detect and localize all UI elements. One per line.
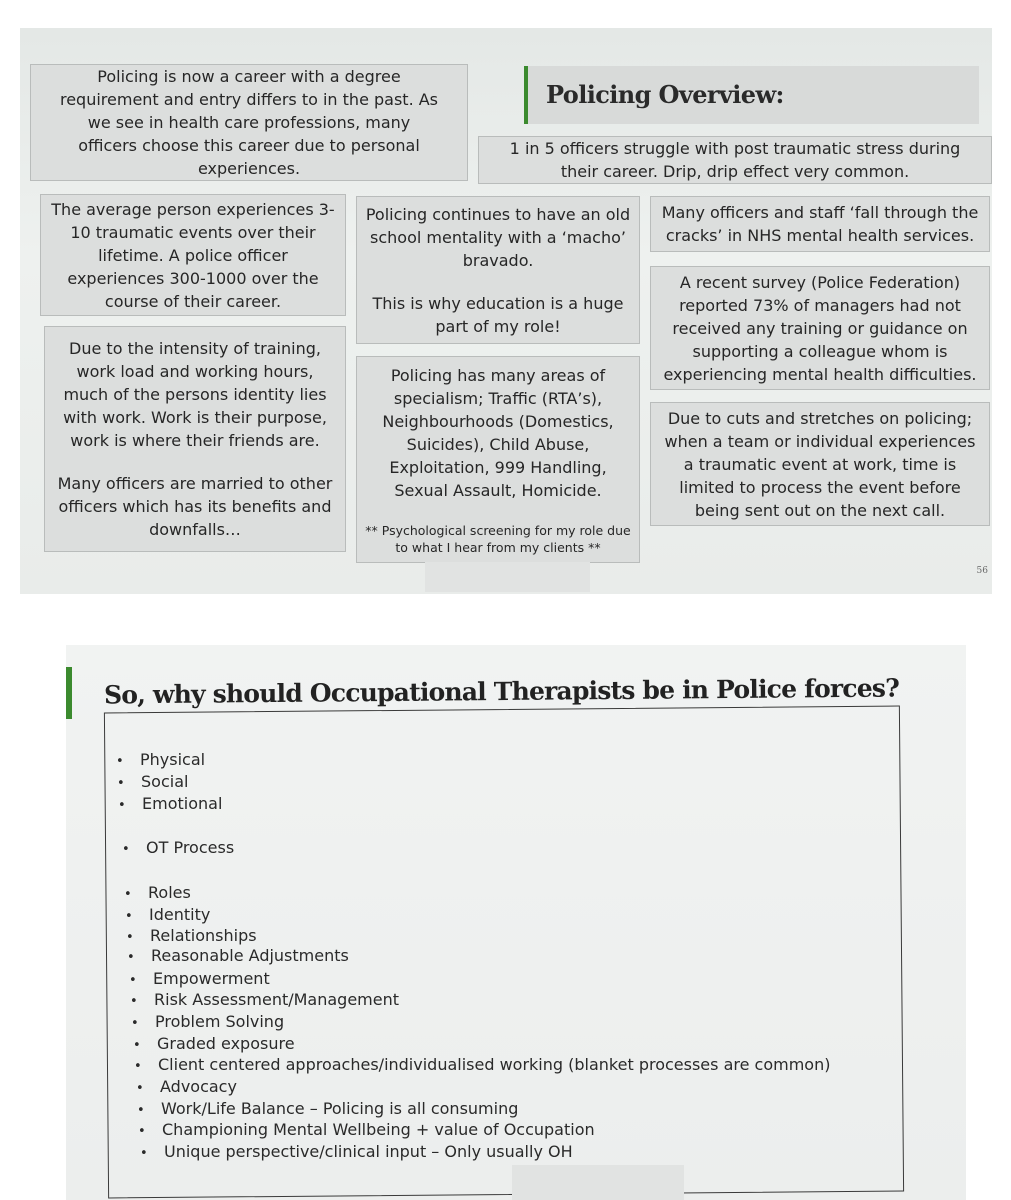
list-item: • Physical	[116, 750, 206, 769]
slide-why-ot	[66, 645, 966, 1200]
slide-policing-overview	[20, 28, 992, 594]
list-item: • Reasonable Adjustments	[127, 946, 349, 965]
list-item: • Relationships	[126, 926, 257, 945]
list-item: • Identity	[125, 905, 211, 924]
ptsd-box	[478, 136, 992, 184]
identity-box	[44, 326, 346, 552]
title-block	[524, 66, 979, 124]
macho-text: Policing continues to have an old school mentality with a ‘macho’ bravado.	[365, 204, 631, 270]
list-item: • OT Process	[122, 838, 235, 857]
traumatic-events-text: The average person experiences 3-10 traumatic events over their lifetime. A police officer experiences 300-1000 over the course of their career.	[51, 199, 335, 311]
title-accent-bar	[524, 66, 528, 124]
list-item: • Graded exposure	[133, 1034, 295, 1053]
list-item: • Roles	[124, 883, 191, 902]
identity-text: Due to the intensity of training, work load and working hours, much of the persons identity lies with work. Work is their purpose, work is where their friends are.	[63, 339, 327, 450]
cuts-text: Due to cuts and stretches on policing; when a team or individual experiences a traumatic event at work, time is limited to process the event before being sent out on the next call.	[664, 408, 976, 520]
macho-box	[356, 196, 640, 344]
list-item: • Emotional	[118, 794, 223, 813]
list-item: • Social	[117, 772, 189, 791]
intro-text: Policing is now a career with a degree requirement and entry differs to in the past. As we see in health care professions, many officers choose this career due to personal experiences.	[59, 67, 439, 178]
screening-text: ** Psychological screening for my role due to what I hear from my clients **	[365, 522, 631, 555]
page-number: 56	[976, 566, 988, 576]
list-item: • Work/Life Balance – Policing is all consuming	[137, 1099, 519, 1118]
list-item: • Client centered approaches/individualised working (blanket processes are common)	[134, 1055, 831, 1074]
list-item: • Championing Mental Wellbeing + value of Occupation	[138, 1120, 595, 1139]
traumatic-events-box	[40, 194, 346, 316]
survey-box	[650, 266, 990, 390]
list-item: • Empowerment	[129, 969, 270, 988]
ptsd-text: 1 in 5 officers struggle with post traumatic stress during their career. Drip, drip effect very common.	[509, 139, 961, 181]
education-text: This is why education is a huge part of my role!	[372, 293, 624, 336]
list-item: • Problem Solving	[131, 1012, 285, 1031]
slide-title: So, why should Occupational Therapists be in Police forces?	[103, 673, 900, 710]
list-item: • Unique perspective/clinical input – Only usually OH	[140, 1142, 573, 1161]
slide-title: Policing Overview:	[546, 80, 784, 109]
nhs-box	[650, 196, 990, 252]
intro-box	[30, 64, 468, 181]
survey-text: A recent survey (Police Federation) reported 73% of managers had not received any training or guidance on supporting a colleague whom is experiencing mental health difficulties.	[663, 272, 977, 384]
footer-tab	[512, 1165, 684, 1200]
footer-tab	[425, 562, 590, 592]
specialism-box	[356, 356, 640, 563]
list-item: • Risk Assessment/Management	[130, 990, 400, 1009]
cuts-box	[650, 402, 990, 526]
specialism-text: Policing has many areas of specialism; Traffic (RTA’s), Neighbourhoods (Domestics, Suicides), Child Abuse, Exploitation, 999 Handling, Sexual Assault, Homicide.	[382, 365, 614, 500]
nhs-text: Many officers and staff ‘fall through the cracks’ in NHS mental health services.	[661, 203, 979, 245]
married-text: Many officers are married to other officers which has its benefits and downfalls…	[57, 474, 333, 539]
list-item: • Advocacy	[136, 1077, 237, 1096]
title-accent-bar	[66, 667, 72, 719]
